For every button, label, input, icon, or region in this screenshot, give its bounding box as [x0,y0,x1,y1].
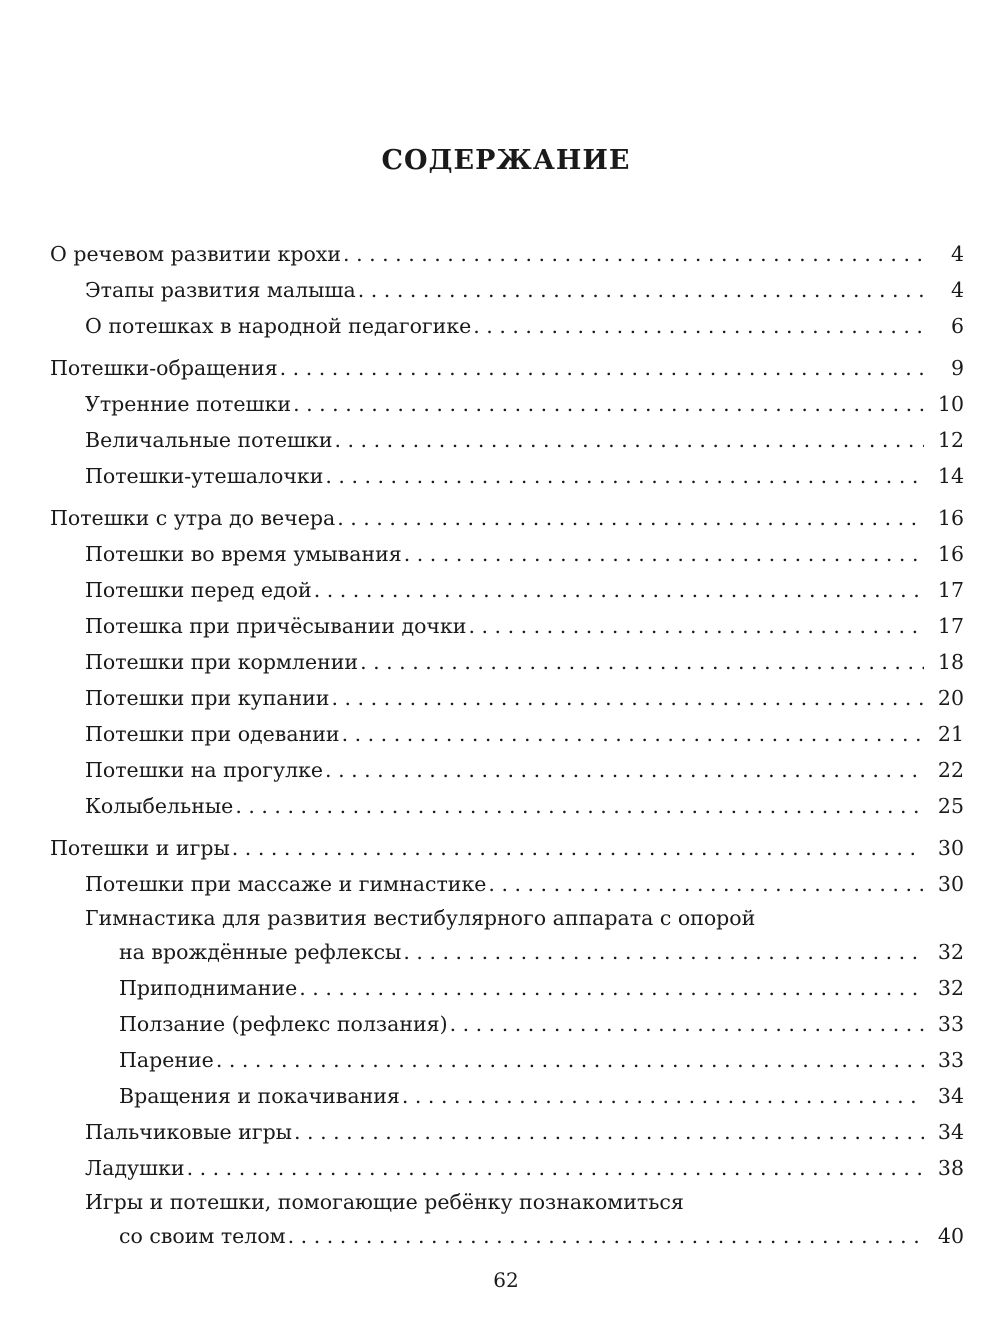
toc-entry[interactable] [0,752,1000,788]
dot-leader [232,830,924,866]
toc-entry-page: 34 [937,1120,964,1144]
toc-entry[interactable] [0,308,1000,344]
toc-entry-label: Потешки на прогулке [85,758,324,782]
toc-entry-label: Приподнимание [119,976,298,1000]
toc-section [0,830,1000,1254]
toc-entry[interactable] [0,1114,1000,1150]
toc-entry-page: 16 [937,506,964,530]
dot-leader [450,1006,924,1042]
dot-leader [403,934,924,970]
toc-entry-label: Потешки при одевании [85,722,340,746]
page-title: СОДЕРЖАНИЕ [381,145,631,176]
toc-entry-page: 22 [937,758,964,782]
toc-entry-page: 17 [937,578,964,602]
toc-entry[interactable] [0,866,1000,902]
toc-entry-page: 6 [950,314,964,338]
dot-leader [343,236,924,272]
toc-entry-label: Вращения и покачивания [119,1084,400,1108]
dot-leader [360,644,924,680]
toc-entry-label: Потешки перед едой [85,578,312,602]
table-of-contents [0,236,1000,1260]
toc-entry[interactable] [0,500,1000,536]
dot-leader [288,1218,924,1254]
toc-entry-label-line1: Гимнастика для развития вестибулярного аппарата с опорой [85,906,756,930]
toc-entry-label: Потешки с утра до вечера [50,506,336,530]
dot-leader [235,788,924,824]
dot-leader [473,308,924,344]
toc-entry-label: О речевом развитии крохи [50,242,342,266]
toc-entry[interactable] [0,1078,1000,1114]
toc-entry-label: Этапы развития малыша [85,278,356,302]
dot-leader [331,680,924,716]
toc-entry[interactable] [0,970,1000,1006]
dot-leader [468,608,924,644]
toc-entry[interactable] [0,934,1000,970]
toc-entry-page: 32 [937,976,964,1000]
toc-entry[interactable] [0,386,1000,422]
toc-entry-label: Потешка при причёсывании дочки [85,614,467,638]
toc-entry-page: 10 [937,392,964,416]
page-number: 62 [493,1268,519,1292]
toc-entry-label: со своим телом [119,1224,286,1248]
dot-leader [293,386,924,422]
toc-entry-first-line[interactable] [0,1186,1000,1218]
toc-entry-label: Потешки-утешалочки [85,464,324,488]
toc-entry-page: 9 [950,356,964,380]
toc-entry-label: Потешки и игры [50,836,230,860]
toc-entry[interactable] [0,458,1000,494]
dot-leader [294,1114,924,1150]
toc-entry-page: 18 [937,650,964,674]
toc-entry[interactable] [0,644,1000,680]
toc-entry-label: Утренние потешки [85,392,292,416]
toc-entry-label: Парение [119,1048,214,1072]
dot-leader [337,500,924,536]
toc-entry-label: Потешки во время умывания [85,542,402,566]
toc-entry-label: О потешках в народной педагогике [85,314,472,338]
toc-entry-page: 32 [937,940,964,964]
dot-leader [342,716,924,752]
toc-entry-label: Потешки при купании [85,686,330,710]
toc-entry-page: 30 [937,872,964,896]
toc-entry[interactable] [0,1006,1000,1042]
toc-entry-page: 16 [937,542,964,566]
toc-entry-page: 33 [937,1048,964,1072]
toc-entry-label: Величальные потешки [85,428,333,452]
toc-entry[interactable] [0,350,1000,386]
toc-entry-label: Колыбельные [85,794,234,818]
toc-entry-page: 40 [937,1224,964,1248]
toc-entry-label: Пальчиковые игры [85,1120,293,1144]
dot-leader [280,350,924,386]
toc-entry-page: 4 [950,242,964,266]
dot-leader [358,272,924,308]
toc-entry-label: Потешки при кормлении [85,650,359,674]
toc-entry[interactable] [0,680,1000,716]
toc-entry[interactable] [0,1150,1000,1186]
dot-leader [314,572,924,608]
dot-leader [334,422,924,458]
toc-entry-page: 17 [937,614,964,638]
toc-entry[interactable] [0,1042,1000,1078]
toc-entry[interactable] [0,422,1000,458]
toc-entry-page: 14 [937,464,964,488]
dot-leader [325,458,924,494]
toc-entry[interactable] [0,716,1000,752]
dot-leader [325,752,924,788]
toc-entry-label: Ползание (рефлекс ползания) [119,1012,448,1036]
toc-entry-page: 30 [937,836,964,860]
toc-entry-page: 34 [937,1084,964,1108]
toc-entry-page: 20 [937,686,964,710]
toc-entry[interactable] [0,272,1000,308]
dot-leader [299,970,924,1006]
toc-entry-page: 21 [937,722,964,746]
toc-entry-label: Потешки при массаже и гимнастике [85,872,487,896]
toc-entry-label: Потешки-обращения [50,356,278,380]
dot-leader [187,1150,924,1186]
dot-leader [402,1078,924,1114]
toc-entry[interactable] [0,236,1000,272]
toc-entry-first-line[interactable] [0,902,1000,934]
toc-section [0,500,1000,824]
dot-leader [216,1042,924,1078]
toc-entry[interactable] [0,608,1000,644]
toc-entry[interactable] [0,1218,1000,1254]
toc-entry[interactable] [0,788,1000,824]
toc-section [0,236,1000,344]
toc-entry[interactable] [0,536,1000,572]
dot-leader [488,866,924,902]
toc-entry-page: 38 [937,1156,964,1180]
toc-section [0,350,1000,494]
toc-entry-label-line1: Игры и потешки, помогающие ребёнку познакомиться [85,1190,684,1214]
toc-entry-label: на врождённые рефлексы [119,940,402,964]
toc-entry-label: Ладушки [85,1156,185,1180]
toc-entry[interactable] [0,830,1000,866]
dot-leader [404,536,924,572]
toc-entry-page: 4 [950,278,964,302]
toc-entry[interactable] [0,572,1000,608]
toc-entry-page: 33 [937,1012,964,1036]
toc-entry-page: 25 [937,794,964,818]
toc-entry-page: 12 [937,428,964,452]
